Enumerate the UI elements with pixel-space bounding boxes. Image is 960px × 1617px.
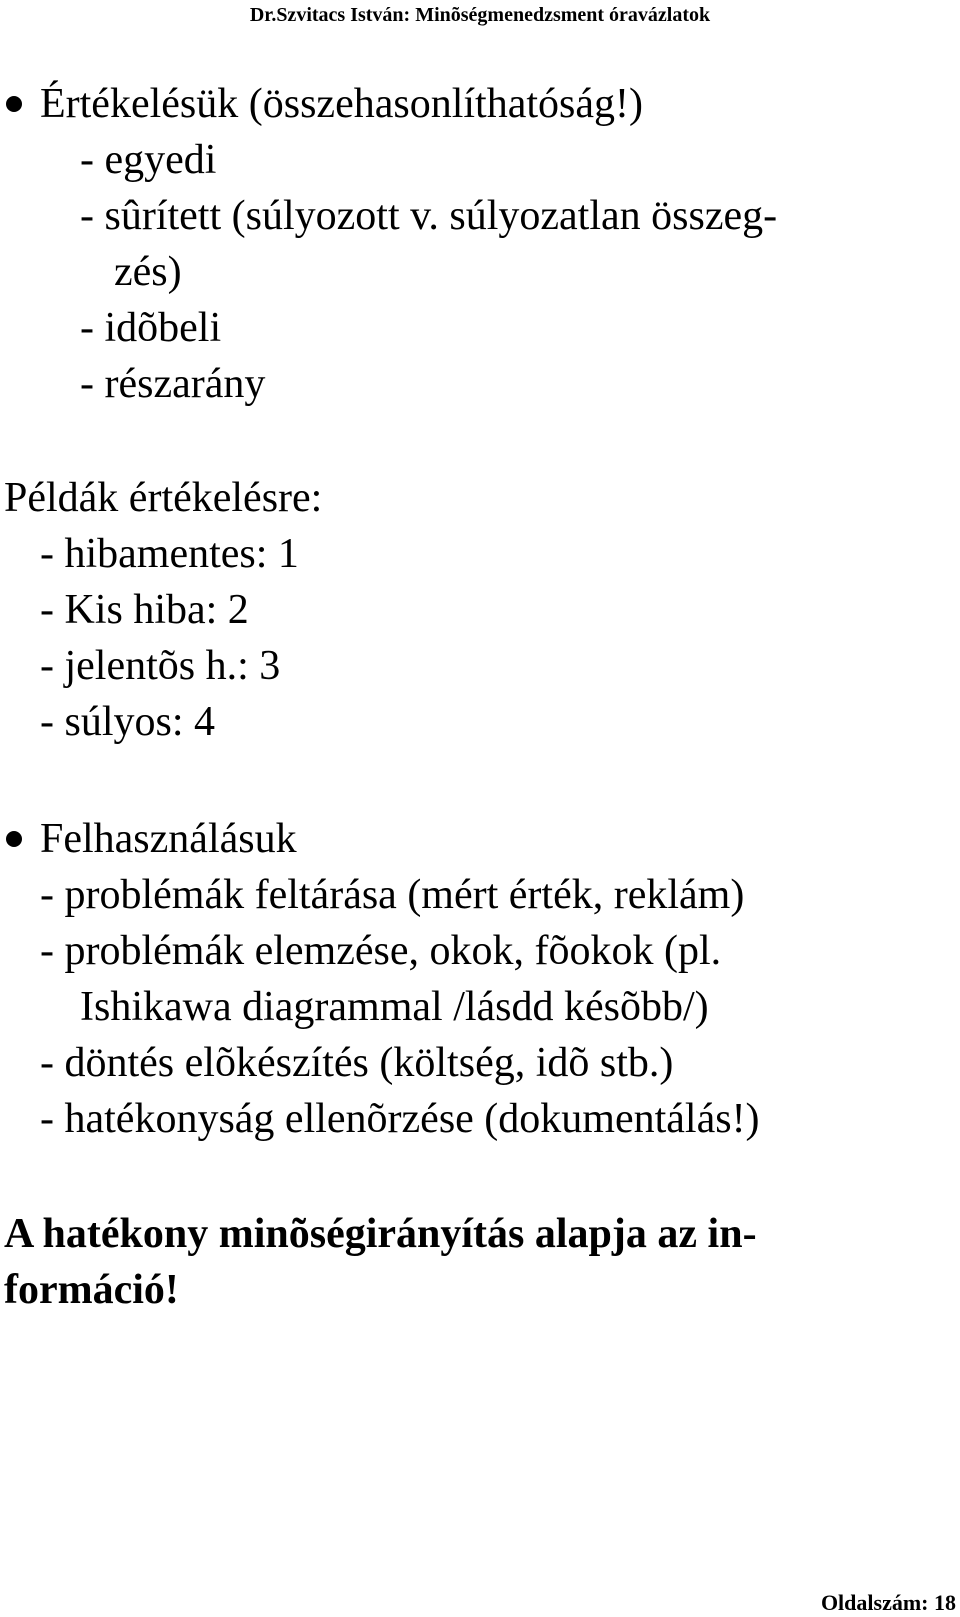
list-item: - hibamentes: 1: [40, 531, 299, 577]
list-item: - problémák feltárása (mért érték, reklám): [40, 872, 745, 918]
list-item: - sûrített (súlyozott v. súlyozatlan összeg-: [80, 193, 778, 239]
list-item: - Kis hiba: 2: [40, 587, 249, 633]
document-header: Dr.Szvitacs István: Minõségmenedzsment óravázlatok: [249, 4, 711, 26]
list-item: - részarány: [80, 361, 266, 407]
list-item: - problémák elemzése, okok, fõokok (pl.: [40, 928, 722, 974]
list-item-continuation: zés): [114, 249, 182, 295]
examples-title: Példák értékelésre:: [4, 475, 323, 521]
list-item: - jelentõs h.: 3: [40, 643, 281, 689]
section-title-felhasznalasuk: Felhasználásuk: [40, 816, 297, 862]
list-item-continuation: Ishikawa diagrammal /lásdd késõbb/): [80, 984, 709, 1030]
bullet-icon: [6, 96, 22, 112]
conclusion-text: A hatékony minõségirányítás alapja az in-: [4, 1211, 757, 1257]
list-item: - döntés elõkészítés (költség, idõ stb.): [40, 1040, 674, 1086]
section-title-ertekelesuk: Értékelésük (összehasonlíthatóság!): [40, 81, 643, 127]
page-number: Oldalszám: 18: [820, 1590, 956, 1615]
list-item: - súlyos: 4: [40, 699, 216, 745]
list-item: - egyedi: [80, 137, 217, 183]
list-item: - hatékonyság ellenõrzése (dokumentálás!): [40, 1096, 760, 1142]
list-item: - idõbeli: [80, 305, 222, 351]
conclusion-text-continuation: formáció!: [4, 1267, 179, 1313]
bullet-icon: [6, 831, 22, 847]
